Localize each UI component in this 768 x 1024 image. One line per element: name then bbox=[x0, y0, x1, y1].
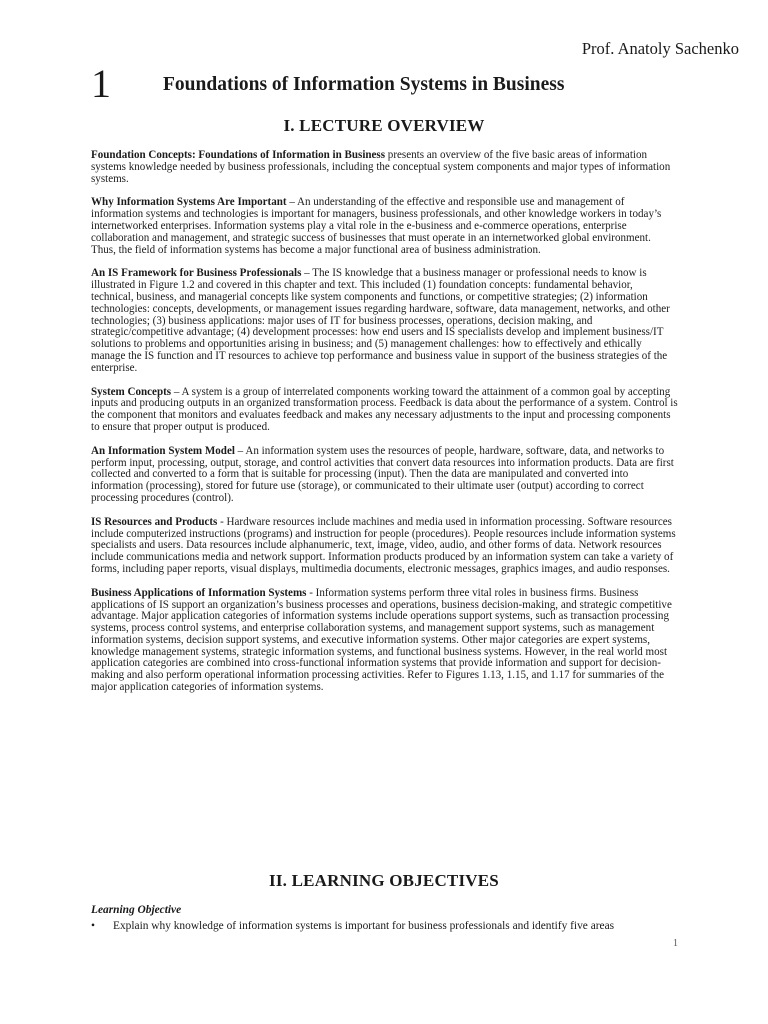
learning-objective-label: Learning Objective bbox=[91, 904, 182, 916]
paragraph-heading: Why Information Systems Are Important bbox=[91, 196, 287, 209]
paragraph-is-resources bbox=[91, 517, 678, 576]
paragraph-heading: Foundation Concepts: Foundations of Information in Business bbox=[91, 149, 386, 161]
chapter-title: Foundations of Information Systems in Business bbox=[163, 74, 565, 95]
paragraph-is-model bbox=[91, 446, 678, 505]
paragraph-system-concepts bbox=[91, 387, 678, 434]
paragraph-text: – The IS knowledge that a business manager or professional needs to know is illustrated in Figure 1.2 and covered in this chapter and text. This included (1) foundation concepts: fundamental behavior, technical, business, and managerial concepts like system components and functions, or competitive strategies; (2) information technologies: concepts, developments, or management issues regarding hardware, software, data management, networks, and other technologies; (3) business applications: major uses of IT for business processes, operations, decision making, and strategic/competitive advantage; (4) development processes: how end users and IS specialists develop and implement business/IT solutions to problems and opportunities arising in business; and (5) management challenges: how to effectively and ethically manage the IS function and IT resources to achieve top performance and business value in support of the business strategies of the enterprise. bbox=[91, 267, 670, 374]
chapter-number: 1 bbox=[91, 61, 111, 106]
lecture-overview-body bbox=[91, 150, 678, 706]
paragraph-text: – An information system uses the resources of people, hardware, software, data, and networks to perform input, processing, output, storage, and control activities that convert data resources into information products. Data are first collected and converted to a form that is suitable for processing (input). Then the data are manipulated and converted into information (processing), stored for future use (storage), or communicated to their ultimate user (output) according to correct processing procedures (control). bbox=[91, 444, 674, 504]
paragraph-why-is-important bbox=[91, 197, 678, 256]
page-number: 1 bbox=[673, 938, 678, 949]
learning-objectives-heading: II. LEARNING OBJECTIVES bbox=[269, 871, 499, 890]
paragraph-business-applications bbox=[91, 588, 678, 694]
paragraph-text: presents an overview of the five basic areas of information systems knowledge needed by business professionals, including the conceptual system components and major types of information systems. bbox=[91, 149, 671, 185]
learning-objective-item bbox=[91, 920, 691, 932]
paragraph-heading: IS Resources and Products bbox=[91, 515, 218, 528]
author-name: Prof. Anatoly Sachenko bbox=[581, 39, 739, 58]
paragraph-heading: An Information System Model bbox=[91, 444, 235, 457]
paragraph-text: - Hardware resources include machines and media used in information processing. Software resources include computerized instructions (programs) and instruction for people (procedures). People resources include information systems specialists and users. Data resources include alphanumeric, text, image, video, audio, and other forms of data. Network resources include communications media and network support. Information products produced by an information system can take a variety of forms, including paper reports, visual displays, multimedia documents, electronic messages, graphics images, and audio responses. bbox=[91, 515, 676, 575]
paragraph-is-framework bbox=[91, 268, 678, 374]
lecture-overview-heading: I. LECTURE OVERVIEW bbox=[283, 116, 485, 135]
paragraph-text: - Information systems perform three vital roles in business firms. Business applications of IS support an organization’s business processes and operations, business decision-making, and strategic competitive advantage. Major application categories of information systems include operations support systems, such as transaction processing systems, process control systems, and enterprise collaboration systems, and management support systems, such as management information systems, decision support systems, and executive information systems. Other major categories are expert systems, knowledge management systems, strategic information systems, and functional business systems. However, in the real world most application categories are combined into cross-functional information systems that provide information and support for decision-making and also perform operational information processing activities. Refer to Figures 1.13, 1.15, and 1.17 for summaries of the major application categories of information systems. bbox=[91, 586, 672, 694]
paragraph-foundation-concepts bbox=[91, 150, 678, 185]
bullet-icon: • bbox=[91, 920, 95, 932]
paragraph-text: – An understanding of the effective and responsible use and management of information systems and technologies is important for managers, business professionals, and other knowledge workers in today’s internetworked enterprises. Information systems play a vital role in the e-business and e-commerce operations, enterprise collaboration and management, and strategic success of businesses that must operate in an internetworked global environment. Thus, the field of information systems has become a major functional area of business administration. bbox=[91, 196, 662, 256]
paragraph-heading: Business Applications of Information Systems bbox=[91, 586, 307, 599]
learning-objective-text: Explain why knowledge of information systems is important for business professionals and identify five areas bbox=[113, 920, 615, 932]
paragraph-text: – A system is a group of interrelated components working toward the attainment of a common goal by accepting inputs and producing outputs in an organized transformation process. Feedback is data about the performance of a system. Control is the component that monitors and evaluates feedback and makes any necessary adjustments to the input and processing components to ensure that proper output is produced. bbox=[91, 385, 678, 433]
paragraph-heading: An IS Framework for Business Professionals bbox=[91, 267, 302, 280]
paragraph-heading: System Concepts bbox=[91, 385, 172, 398]
